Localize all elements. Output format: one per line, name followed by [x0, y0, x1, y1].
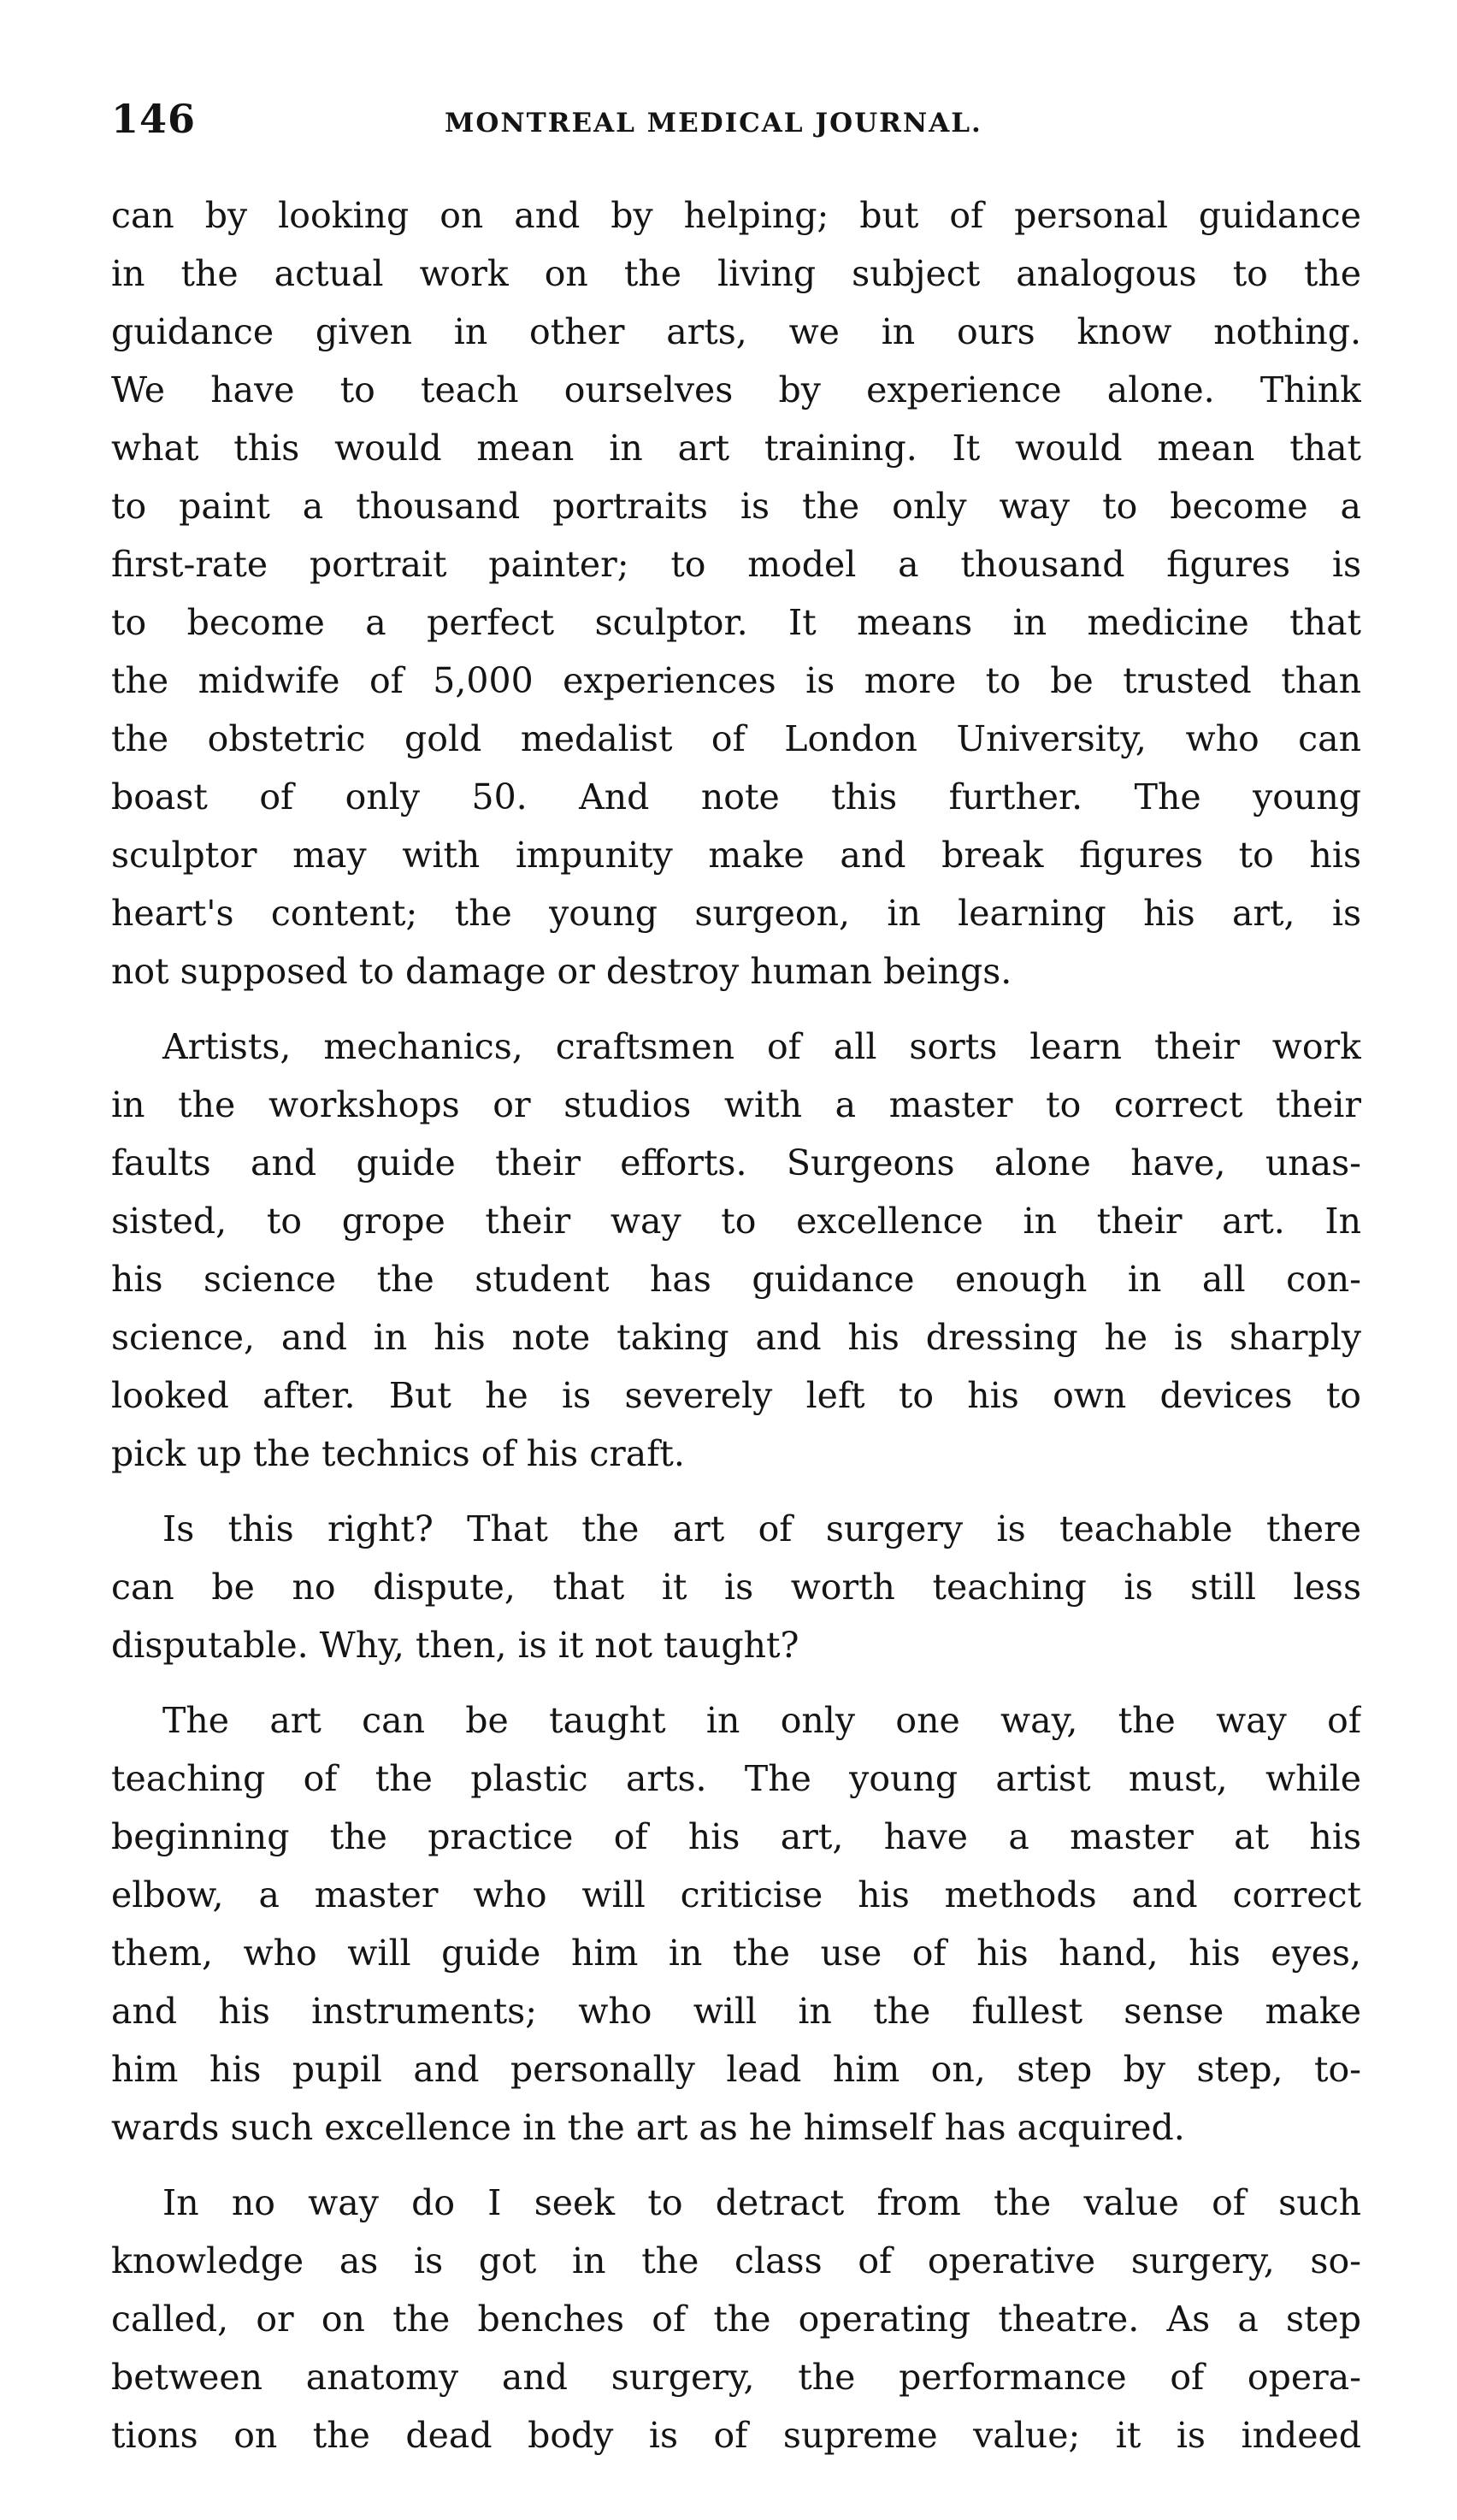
paragraph-gap — [111, 1483, 1361, 1500]
running-head: MONTREAL MEDICAL JOURNAL. — [445, 108, 982, 139]
text-line: them, who will guide him in the use of his hand, his eyes, — [111, 1933, 1361, 1974]
text-line: The art can be taught in only one way, the way of — [162, 1700, 1361, 1741]
text-line: teaching of the plastic arts. The young artist must, while — [111, 1758, 1361, 1799]
text-line: to become a perfect sculptor. It means in medicine that — [111, 602, 1361, 643]
text-line: faults and guide their efforts. Surgeons alone have, unas- — [111, 1142, 1361, 1183]
text-line: first-rate portrait painter; to model a thousand figures is — [111, 544, 1361, 585]
text-line: heart's content; the young surgeon, in learning his art, is — [111, 893, 1361, 934]
paragraph-gap — [111, 1000, 1361, 1018]
text-line: pick up the technics of his craft. — [111, 1433, 685, 1474]
paragraph — [111, 1500, 1361, 1674]
text-line: his science the student has guidance enough in all con- — [111, 1259, 1361, 1300]
text-line: sisted, to grope their way to excellence in their art. In — [111, 1201, 1361, 1242]
text-line: Artists, mechanics, craftsmen of all sorts learn their work — [162, 1026, 1361, 1067]
text-line: sculptor may with impunity make and break figures to his — [111, 835, 1361, 876]
text-line: him his pupil and personally lead him on, step by step, to- — [111, 2049, 1361, 2090]
text-line: the obstetric gold medalist of London University, who can — [111, 718, 1361, 759]
text-line: beginning the practice of his art, have a master at his — [111, 1816, 1361, 1857]
text-line: the midwife of 5,000 experiences is more to be trusted than — [111, 660, 1361, 701]
text-line: guidance given in other arts, we in ours know nothing. — [111, 311, 1361, 352]
text-line: can be no dispute, that it is worth teaching is still less — [111, 1567, 1361, 1608]
paragraph — [111, 1691, 1361, 2157]
paragraph — [111, 1018, 1361, 1483]
text-line: In no way do I seek to detract from the value of such — [162, 2182, 1361, 2223]
text-line: knowledge as is got in the class of operative surgery, so- — [111, 2240, 1361, 2281]
page-header — [111, 96, 1368, 156]
text-line: can by looking on and by helping; but of personal guidance — [111, 195, 1361, 236]
paragraph — [111, 2174, 1361, 2464]
body-text — [111, 186, 1361, 2464]
text-line: looked after. But he is severely left to his own devices to — [111, 1375, 1361, 1416]
text-line: called, or on the benches of the operating theatre. As a step — [111, 2299, 1361, 2340]
text-line: wards such excellence in the art as he himself has acquired. — [111, 2107, 1185, 2148]
text-line: science, and in his note taking and his dressing he is sharply — [111, 1317, 1361, 1358]
text-line: in the workshops or studios with a master to correct their — [111, 1084, 1361, 1125]
text-line: disputable. Why, then, is it not taught? — [111, 1625, 799, 1666]
text-line: not supposed to damage or destroy human beings. — [111, 951, 1012, 992]
page-number: 146 — [111, 96, 197, 142]
text-line: Is this right? That the art of surgery is teachable there — [162, 1508, 1361, 1549]
paragraph-gap — [111, 1674, 1361, 1691]
text-line: what this would mean in art training. It would mean that — [111, 428, 1361, 469]
text-line: between anatomy and surgery, the performance of opera- — [111, 2357, 1361, 2398]
text-line: in the actual work on the living subject analogous to the — [111, 253, 1361, 294]
text-line: to paint a thousand portraits is the only way to become a — [111, 486, 1361, 527]
paragraph-gap — [111, 2157, 1361, 2174]
text-line: tions on the dead body is of supreme value; it is indeed — [111, 2415, 1361, 2456]
text-line: We have to teach ourselves by experience alone. Think — [111, 369, 1361, 410]
text-line: and his instruments; who will in the fullest sense make — [111, 1991, 1361, 2032]
paragraph — [111, 186, 1361, 1000]
text-line: elbow, a master who will criticise his methods and correct — [111, 1874, 1361, 1915]
text-line: boast of only 50. And note this further. The young — [111, 776, 1361, 817]
